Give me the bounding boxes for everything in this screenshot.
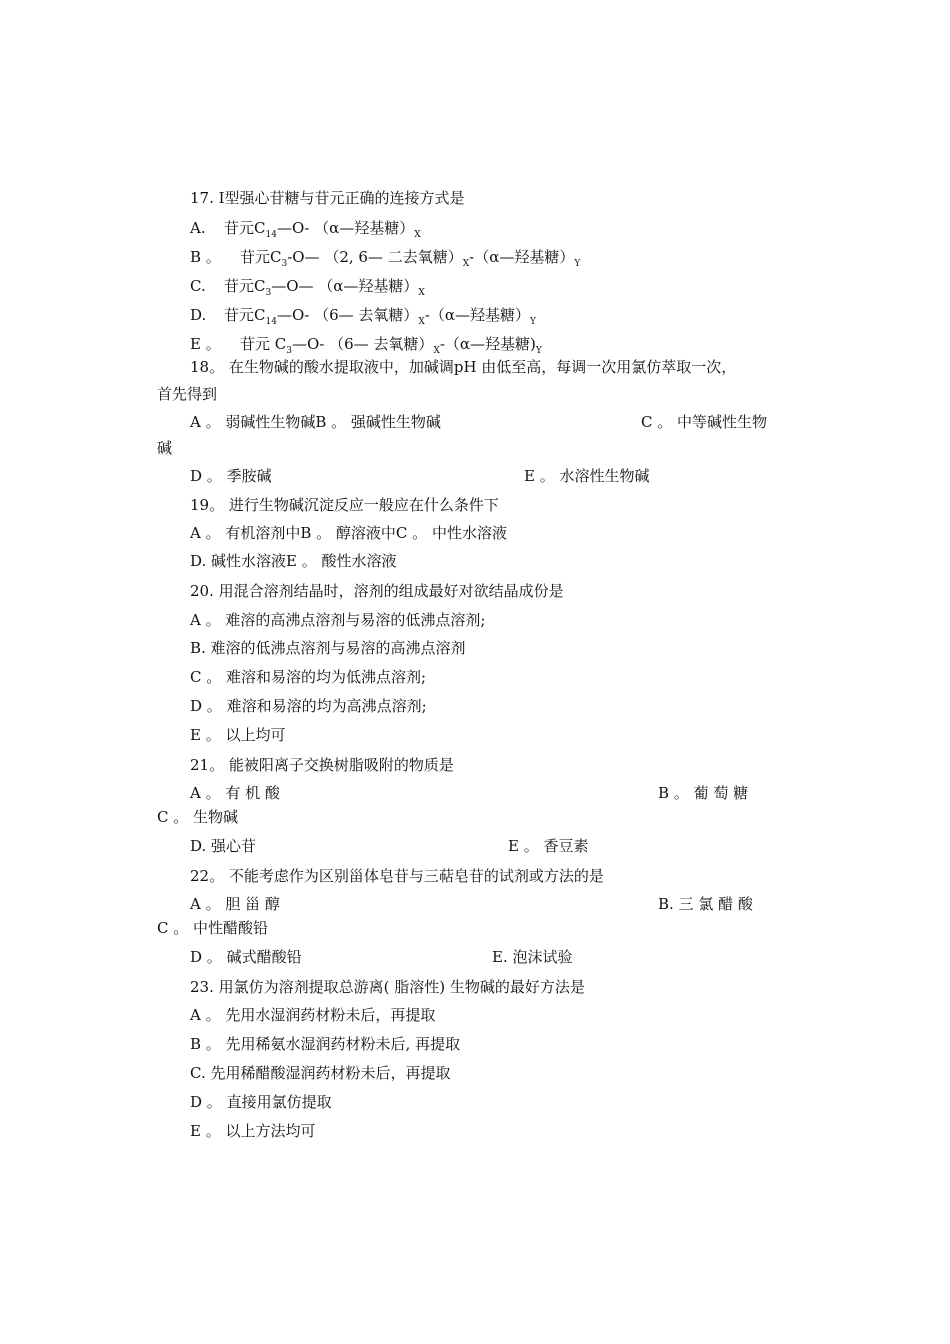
question-23-option-c: C. 先用稀醋酸湿润药材粉未后，再提取 (190, 1064, 451, 1082)
question-19-options-abc: A 。 有机溶剂中B 。 醇溶液中C 。 中性水溶液 (190, 524, 507, 542)
question-17-option-c: C. 苷元$C_3—O—$ （α—羟基糖）$_X$ (190, 277, 425, 298)
question-17-option-a: A. 苷元$C_{14}—O‑$ （α—羟基糖）$_X$ (190, 219, 421, 240)
question-23-option-b: B 。 先用稀氨水湿润药材粉未后, 再提取 (190, 1035, 461, 1053)
question-22-option-e: E. 泡沫试验 (492, 948, 573, 966)
question-18-options-ab: A 。 弱碱性生物碱B 。 强碱性生物碱 (190, 413, 441, 431)
question-21-stem: 21。 能被阳离子交换树脂吸附的物质是 (190, 756, 454, 774)
question-17-option-e: E 。 苷元 $C_3—O‑$ （6— 去氧糖）$_X‑(\alpha—$羟基糖)$_Y$ (190, 335, 542, 356)
question-18-option-c: C 。 中等碱性生物 (641, 413, 768, 431)
question-20-option-b: B. 难溶的低沸点溶剂与易溶的高沸点溶剂 (190, 639, 466, 657)
question-20-option-c: C 。 难溶和易溶的均为低沸点溶剂; (190, 668, 427, 686)
question-23-stem: 23. 用氯仿为溶剂提取总游离( 脂溶性) 生物碱的最好方法是 (190, 978, 585, 996)
question-20-stem: 20. 用混合溶剂结晶时，溶剂的组成最好对欲结晶成份是 (190, 582, 564, 600)
question-20-option-e: E 。 以上均可 (190, 726, 286, 744)
question-18-option-d: D 。 季胺碱 (190, 467, 272, 485)
question-22-stem: 22。 不能考虑作为区别甾体皂苷与三萜皂苷的试剂或方法的是 (190, 867, 604, 885)
question-20-option-a: A 。 难溶的高沸点溶剂与易溶的低沸点溶剂; (190, 611, 486, 629)
question-20-option-d: D 。 难溶和易溶的均为高沸点溶剂; (190, 697, 427, 715)
question-21-option-c: C 。 生物碱 (157, 808, 239, 826)
question-21-option-b: B 。 葡 萄 糖 (658, 784, 749, 802)
question-18-option-e: E 。 水溶性生物碱 (524, 467, 650, 485)
question-17-option-d: D. 苷元$C_{14}—O‑$ （6— 去氧糖）$_X‑(\alpha—$羟基糖）$_Y$ (190, 306, 536, 327)
question-22-option-c: C 。 中性醋酸铅 (157, 919, 269, 937)
question-19-stem: 19。 进行生物碱沉淀反应一般应在什么条件下 (190, 496, 499, 514)
question-22-option-d: D 。 碱式醋酸铅 (190, 948, 302, 966)
question-22-option-a: A 。 胆 甾 醇 (190, 895, 280, 913)
question-18-stem-line2: 首先得到 (157, 385, 218, 403)
question-23-option-d: D 。 直接用氯仿提取 (190, 1093, 332, 1111)
question-21-option-d: D. 强心苷 (190, 837, 257, 855)
question-19-options-de: D. 碱性水溶液E 。 酸性水溶液 (190, 552, 397, 570)
question-21-option-a: A 。 有 机 酸 (190, 784, 280, 802)
question-23-option-e: E 。 以上方法均可 (190, 1122, 316, 1140)
question-21-option-e: E 。 香豆素 (508, 837, 589, 855)
question-18-option-c-continued: 碱 (157, 439, 173, 457)
question-17-option-b: B 。 苷元$C_3‑O—$ （2, 6— 二去氧糖）$_X‑(\alpha—$羟基糖）$_Y$ (190, 248, 581, 269)
question-23-option-a: A 。 先用水湿润药材粉未后，再提取 (190, 1006, 436, 1024)
question-22-option-b: B. 三 氯 醋 酸 (658, 895, 753, 913)
question-18-stem-line1: 18。 在生物碱的酸水提取液中，加碱调pH 由低至高，每调一次用氯仿萃取一次， (190, 358, 737, 376)
question-17-stem: 17. Ⅰ型强心苷糖与苷元正确的连接方式是 (190, 189, 465, 207)
